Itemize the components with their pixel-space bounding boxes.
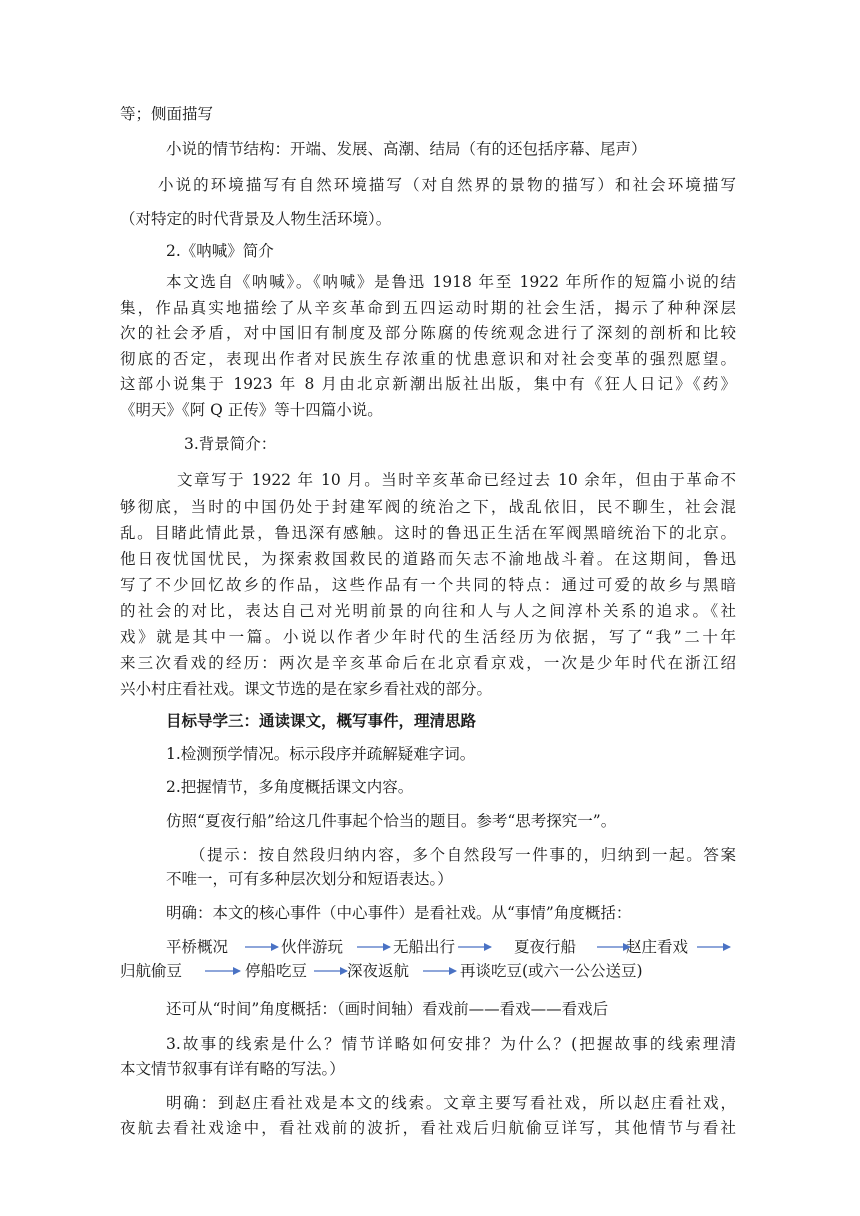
text-line: 小说的环境描写有自然环境描写（对自然界的景物的描写）和社会环境描写 — [158, 176, 736, 194]
flow-step: 赵庄看戏 — [626, 938, 689, 956]
text-line: 次的社会矛盾，对中国旧有制度及部分陈腐的传统观念进行了深刻的剖析和比较 — [120, 324, 736, 342]
section-heading: 2.《呐喊》简介 — [166, 242, 274, 260]
text-line: 彻底的否定，表现出作者对民族生存浓重的忧患意识和对社会变革的强烈愿望。 — [120, 350, 736, 368]
text-line: 他日夜忧国忧民，为探索救国救民的道路而矢志不渝地战斗着。在这期间，鲁迅 — [120, 550, 736, 568]
text-line: 明确：到赵庄看社戏是本文的线索。文章主要写看社戏，所以赵庄看社戏， — [166, 1094, 736, 1112]
text-line: 这部小说集于 1923 年 8 月由北京新潮出版社出版，集中有《狂人日记》《药》 — [120, 375, 736, 393]
text-line: 写了不少回忆故乡的作品，这些作品有一个共同的特点：通过可爱的故乡与黑暗 — [120, 576, 736, 594]
flow-step: 归航偷豆 — [120, 962, 183, 980]
flow-step: 伙伴游玩 — [281, 938, 344, 956]
text-line: 乱。目睹此情此景，鲁迅深有感触。这时的鲁迅正生活在军阀黑暗统治下的北京。 — [120, 524, 736, 542]
text-line: 的社会的对比，表达自己对光明前景的向往和人与人之间淳朴关系的追求。《社 — [120, 602, 736, 620]
text-line: 仿照“夏夜行船”给这几件事起个恰当的题目。参考“思考探究一”。 — [166, 812, 617, 830]
text-line: 兴小村庄看社戏。课文节选的是在家乡看社戏的部分。 — [120, 680, 493, 698]
text-line: 本文选自《呐喊》。《呐喊》是鲁迅 1918 年至 1922 年所作的短篇小说的结 — [166, 273, 736, 291]
flow-step: 无船出行 — [393, 938, 456, 956]
text-line: 还可从“时间”角度概括：（画时间轴）看戏前——看戏——看戏后 — [166, 1000, 609, 1018]
text-line: 本文情节叙事有详有略的写法。） — [120, 1060, 345, 1078]
section-heading: 3.背景简介： — [184, 435, 277, 453]
text-line: （对特定的时代背景及人物生活环境）。 — [120, 210, 392, 228]
text-line: 不唯一，可有多种层次划分和短语表达。） — [166, 870, 453, 888]
text-line: 1.检测预学情况。标示段序并疏解疑难字词。 — [166, 745, 476, 763]
text-line: 3.故事的线索是什么？情节详略如何安排？为什么？(把握故事的线索理清 — [166, 1035, 736, 1053]
text-line: 文章写于 1922 年 10 月。当时辛亥革命已经过去 10 余年，但由于革命不 — [177, 471, 736, 489]
flow-step: 平桥概况 — [166, 938, 229, 956]
text-line: 戏》就是其中一篇。小说以作者少年时代的生活经历为依据，写了“我”二十年 — [120, 628, 736, 646]
text-line: 《明天》《阿 Q 正传》等十四篇小说。 — [120, 401, 383, 419]
text-line: （提示：按自然段归纳内容，多个自然段写一件事的，归纳到一起。答案 — [190, 846, 736, 864]
text-line: 小说的情节结构：开端、发展、高潮、结局（有的还包括序幕、尾声） — [166, 140, 647, 158]
text-line: 等；侧面描写 — [120, 105, 214, 123]
text-line: 集，作品真实地描绘了从辛亥革命到五四运动时期的社会生活，揭示了种种深层 — [120, 299, 736, 317]
text-line: 2.把握情节，多角度概括课文内容。 — [166, 778, 414, 796]
text-line: 明确：本文的核心事件（中心事件）是看社戏。从“事情”角度概括： — [166, 904, 632, 922]
section-heading-bold: 目标导学三：通读课文，概写事件，理清思路 — [166, 711, 477, 730]
text-line: 来三次看戏的经历：两次是辛亥革命后在北京看京戏，一次是少年时代在浙江绍 — [120, 654, 736, 672]
text-line: 够彻底，当时的中国仍处于封建军阀的统治之下，战乱依旧，民不聊生，社会混 — [120, 498, 736, 516]
flow-step: 深夜返航 — [347, 962, 410, 980]
flow-step: 再谈吃豆(或六一公公送豆) — [460, 962, 643, 980]
flow-step: 停船吃豆 — [245, 962, 308, 980]
text-line: 夜航去看社戏途中，看社戏前的波折，看社戏后归航偷豆详写，其他情节与看社 — [120, 1119, 736, 1137]
flow-step: 夏夜行船 — [514, 938, 577, 956]
